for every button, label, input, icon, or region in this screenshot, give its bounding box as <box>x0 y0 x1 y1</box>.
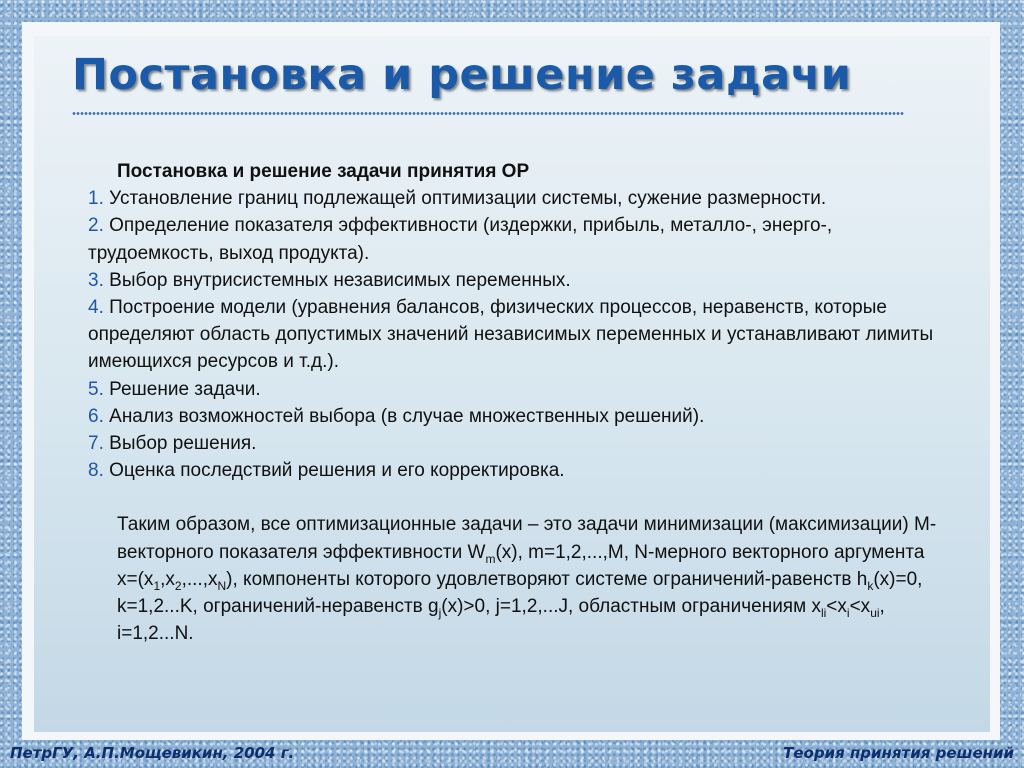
list-text: Построение модели (уравнения балансов, физических процессов, неравенств, которые определяют область допустимых значений независимых переменных и устанавливают лимиты имеющихся ресурсов и т.д.). <box>88 297 934 373</box>
subscript: 2 <box>174 578 182 593</box>
summary-text: (x)=0, k=1,2...K, ограничений-неравенств g <box>117 568 923 618</box>
list-number: 4. <box>88 297 104 319</box>
list-text: Анализ возможностей выбора (в случае множественных решений). <box>109 405 705 427</box>
list-number: 8. <box>88 460 104 482</box>
subscript: i <box>846 605 850 620</box>
list-item <box>88 185 948 212</box>
summary-text: , i=1,2...N. <box>117 596 885 645</box>
summary-paragraph <box>88 511 948 647</box>
list-number: 7. <box>88 433 104 455</box>
list-number: 5. <box>88 378 104 400</box>
content-heading: Постановка и решение задачи принятия ОР <box>117 161 530 182</box>
list-text: Выбор внутрисистемных независимых переменных. <box>109 269 571 291</box>
list-item <box>88 376 948 403</box>
list-text: Выбор решения. <box>109 433 257 455</box>
summary-text: (x)>0, j=1,2,...J, областным ограничениям x <box>441 596 821 618</box>
subscript: N <box>217 578 227 593</box>
subscript: ui <box>870 605 880 620</box>
slide-title: Постановка и решение задачи <box>72 50 852 100</box>
list-number: 1. <box>88 188 104 210</box>
list-item <box>88 403 948 430</box>
summary-text: ), компоненты которого удовлетворяют системе ограничений-равенств h <box>226 568 868 590</box>
list-text: Оценка последствий решения и его корректировка. <box>109 460 565 482</box>
summary-text: <x <box>826 596 847 618</box>
list-text: Установление границ подлежащей оптимизации системы, сужение размерности. <box>109 188 827 210</box>
footer-course: Теория принятия решений <box>783 744 1014 762</box>
slide-content <box>88 158 948 647</box>
summary-text: ,x <box>160 568 175 590</box>
paragraph-spacer <box>88 484 948 511</box>
title-divider <box>72 111 904 116</box>
list-item <box>88 294 948 376</box>
subscript: m <box>485 551 496 566</box>
subscript: 1 <box>153 578 161 593</box>
list-item <box>88 212 948 266</box>
subscript: li <box>820 605 827 620</box>
summary-text: <x <box>849 596 871 618</box>
list-text: Решение задачи. <box>109 378 261 400</box>
subscript: j <box>438 605 442 620</box>
list-item <box>88 267 948 294</box>
list-number: 3. <box>88 269 104 291</box>
summary-text: Таким образом, все оптимизационные задачи – это задачи минимизации (максимизации) М-векторного показателя эффективности W <box>117 514 937 563</box>
summary-text: ,...,x <box>181 568 218 590</box>
list-text: Определение показателя эффективности (издержки, прибыль, металло-, энерго-, трудоемкость, выход продукта). <box>88 215 833 264</box>
footer-author: ПетрГУ, А.П.Мощевикин, 2004 г. <box>10 744 295 762</box>
subscript: k <box>867 578 874 593</box>
list-number: 6. <box>88 405 104 427</box>
list-item <box>88 430 948 457</box>
summary-text: (x), m=1,2,...,M, N-мерного векторного аргумента x=(x <box>117 541 925 590</box>
list-number: 2. <box>88 215 104 237</box>
list-item <box>88 457 948 484</box>
